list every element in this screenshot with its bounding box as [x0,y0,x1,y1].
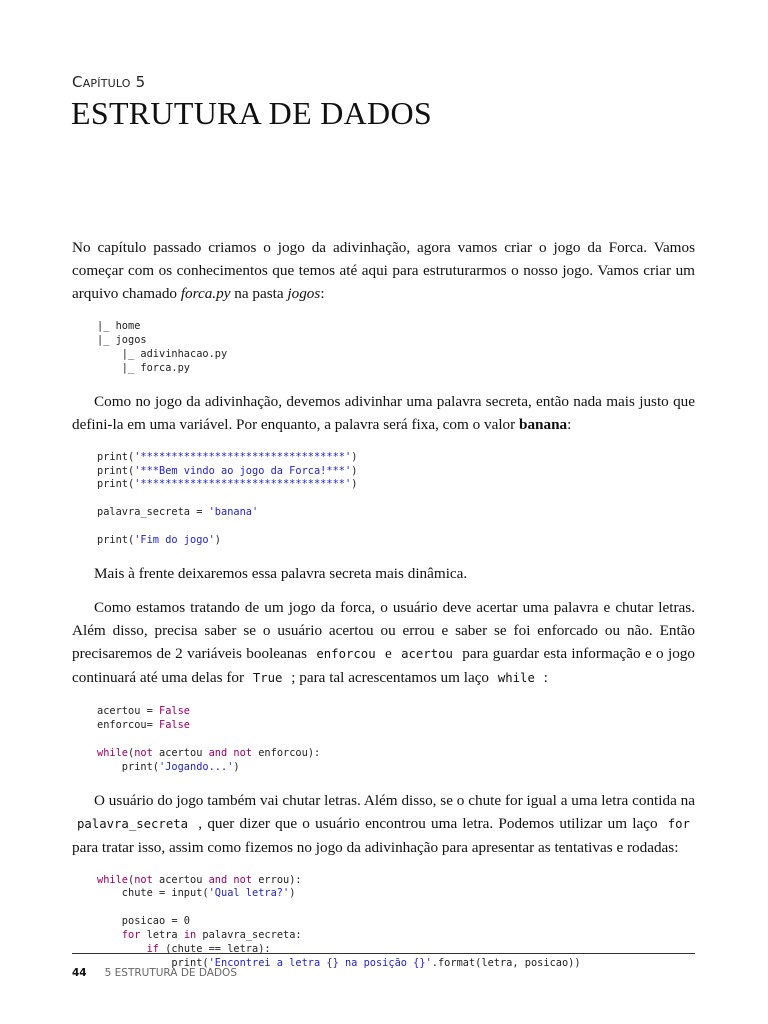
inline-code-while: while [497,670,535,685]
bold-value: banana [519,415,568,433]
code-block-while-loop: acertou = False enforcou= False while(not acertou and not enforcou): print('Jogando...') [97,704,321,773]
inline-code-acertou: acertou [401,646,453,661]
inline-code-for: for [667,816,690,831]
page-footer [72,967,237,979]
folder-name: jogos [287,285,321,302]
inline-code-palavra-secreta: palavra_secreta [77,816,189,831]
footer-chapter-ref: 5 ESTRUTURA DE DADOS [104,967,237,979]
chapter-label [72,73,145,91]
file-name: forca.py [180,285,231,302]
footer-divider [72,953,695,954]
paragraph-booleans: Como estamos tratando de um jogo da forca, o usuário deve acertar uma palavra e chutar letras. Além disso, precisa saber se o usuário acertou ou errou e saber se foi enforcado ou não. Então precisaremos de 2 variáveis booleanas enforcou e acertou para guardar esta informação e o jogo continuará até uma delas for True ; para tal acrescentamos um laço while : [72,598,695,686]
chapter-label-smallcaps: APÍTULO [82,77,131,90]
code-block-print-banner: print('*********************************') print('***Bem vindo ao jogo da Forca!***') print('*********************************') palavra_secreta = 'banana' print('Fim do jogo') [97,450,358,547]
inline-code-true: True [252,670,283,685]
page-body [72,236,695,971]
page-number: 44 [72,967,87,979]
chapter-label-initial: C [72,73,83,91]
chapter-number: 5 [135,73,146,91]
paragraph-dynamic: Mais à frente deixaremos essa palavra secreta mais dinâmica. [94,564,468,582]
inline-code-enforcou: enforcou [316,646,376,661]
paragraph-guess-letters: O usuário do jogo também vai chutar letras. Além disso, se o chute for igual a uma letra contida na palavra_secreta , quer dizer que o usuário encontrou uma letra. Podemos utilizar um laço for para tratar isso, assim como fizemos no jogo da adivinhação para apresentar as tentativas e rodadas: [72,791,695,856]
chapter-title: ESTRUTURA DE DADOS [71,95,432,131]
paragraph-secret-word: Como no jogo da adivinhação, devemos adivinhar uma palavra secreta, então nada mais justo que defini-la em uma variável. Por enquanto, a palavra será fixa, com o valor banana: [72,392,695,433]
code-block-for-loop: while(not acertou and not errou): chute = input('Qual letra?') posicao = 0 for letra in palavra_secreta: if (chute == letra): print('Encontrei a letra {} na posição {}'.format(letra, posicao)) [97,873,581,969]
paragraph-intro: No capítulo passado criamos o jogo da adivinhação, agora vamos criar o jogo da Forca. Vamos começar com os conhecimentos que temos até aqui para estruturarmos o nosso jogo. Vamos criar um arquivo chamado forca.py na pasta jogos: [72,239,695,302]
code-block-folder-tree: |_ home |_ jogos |_ adivinhacao.py |_ forca.py [97,320,228,374]
